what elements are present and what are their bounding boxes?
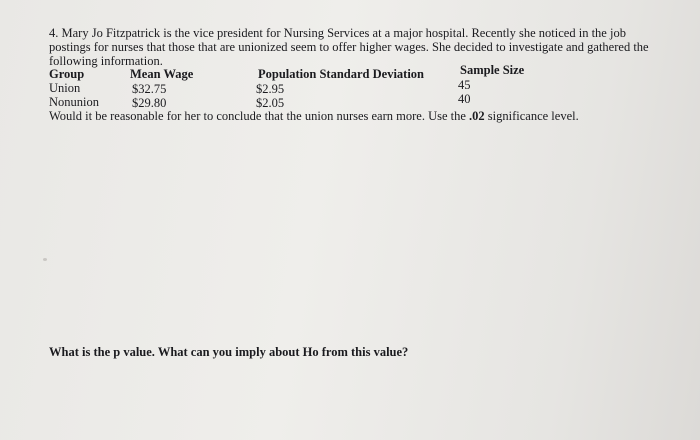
- header-group: Group: [49, 67, 85, 81]
- cell-sample-size: 45: [458, 78, 471, 92]
- cell-mean-wage: $29.80: [132, 96, 167, 110]
- cell-sample-size: 40: [458, 92, 471, 106]
- show-through-text: [60, 310, 660, 325]
- question-text-after: significance level.: [484, 109, 579, 123]
- header-population-sd: Population Standard Deviation: [258, 67, 425, 81]
- followup-question: What is the p value. What can you imply about Ho from this value?: [49, 345, 409, 359]
- paper-speck: [43, 258, 47, 261]
- problem-line-1: 4. Mary Jo Fitzpatrick is the vice president for Nursing Services at a major hospital. Recently she noticed in the job: [49, 26, 626, 40]
- problem-line-2: postings for nurses that those that are unionized seem to offer higher wages. She decided to investigate and gathered the: [49, 40, 649, 54]
- cell-population-sd: $2.05: [256, 96, 285, 110]
- header-sample-size: Sample Size: [460, 63, 525, 77]
- problem-line-3: following information.: [49, 54, 163, 68]
- header-mean-wage: Mean Wage: [130, 67, 194, 81]
- cell-population-sd: $2.95: [256, 82, 285, 96]
- question-text-before: Would it be reasonable for her to conclude that the union nurses earn more. Use the: [49, 109, 470, 123]
- cell-group: Union: [49, 81, 81, 95]
- significance-level: .02: [469, 109, 485, 123]
- question-text: [49, 109, 579, 123]
- cell-mean-wage: $32.75: [132, 82, 167, 96]
- cell-group: Nonunion: [49, 95, 99, 109]
